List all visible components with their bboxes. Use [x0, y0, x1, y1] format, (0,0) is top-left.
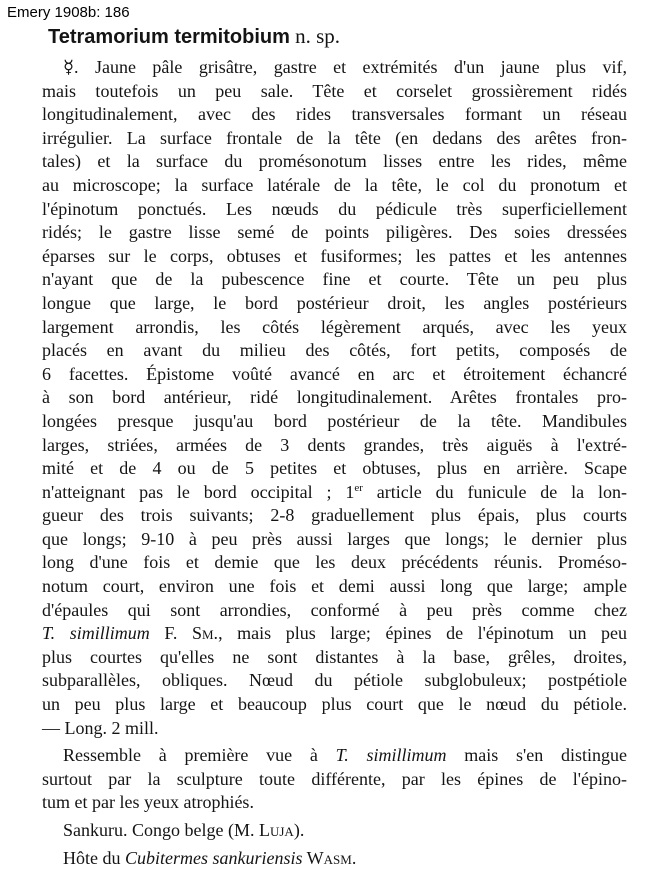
species-status: n. sp. — [289, 24, 341, 48]
text-segment: Sankuru. Congo belge (M. — [63, 820, 259, 840]
text-line: ridés; le gastre lisse semé de points piligères. Des soies dressées — [42, 222, 627, 243]
text-line: gueur des trois suivants; 2-8 graduellement plus épais, plus courts — [42, 505, 627, 526]
text-line: mais toutefois un peu sale. Tête et corselet grossièrement ridés — [42, 80, 627, 101]
text-line: un peu plus large et beaucoup plus court que le nœud du pétiole. — [42, 694, 627, 715]
comparison-line — [42, 744, 627, 768]
locality-line — [42, 819, 627, 843]
text-line: à son bord antérieur, ridé longitudinalement. Arêtes frontales pro- — [42, 387, 627, 408]
comparison-line: tum et par les yeux atrophiés. — [42, 792, 254, 813]
text-line: long d'une fois et demie que les deux précédents réunis. Proméso- — [42, 552, 627, 573]
text-line: éparses sur le corps, obtuses et fusiformes; les pattes et les antennes — [42, 245, 627, 266]
text-line: 6 facettes. Épistome voûté avancé en arc et étroitement échancré — [42, 363, 627, 384]
text-line: larges, striées, armées de 3 dents grandes, très aiguës à l'extré- — [42, 434, 627, 455]
species-name: Tetramorium termitobium — [48, 26, 290, 48]
text-line: mité et de 4 ou de 5 petites et obtuses, plus en arrière. Scape — [42, 458, 627, 479]
text-line: irrégulier. La surface frontale de la tête (en dedans des arêtes fron- — [42, 127, 627, 148]
taxon-author: F. Sm. — [149, 623, 219, 644]
text-segment: ). — [293, 820, 305, 840]
text-line: plus courtes qu'elles ne sont distantes à la base, grêles, droites, — [42, 646, 627, 667]
text-line: longées presque jusqu'au bord postérieur de la tête. Mandibules — [42, 410, 627, 431]
comparison-line: surtout par la sculpture toute différente, par les épines de l'épino- — [42, 768, 627, 789]
text-line: subparallèles, obliques. Nœud du pétiole subglobuleux; postpétiole — [42, 670, 627, 691]
text-line: ☿. Jaune pâle grisâtre, gastre et extrémités d'un jaune plus vif, — [63, 57, 627, 77]
text-line: l'épinotum ponctués. Les nœuds du pédicule très superficiellement — [42, 198, 627, 219]
text-line: largement arrondis, les côtés légèrement arqués, avec les yeux — [42, 316, 627, 337]
text-line: notum court, environ une fois et demi aussi long que large; ample — [42, 576, 627, 597]
text-line: d'épaules qui sont arrondies, conformé à peu près comme chez — [42, 599, 627, 620]
text-segment: , mais plus large; épines de l'épinotum un peu — [218, 623, 628, 644]
text-line — [42, 481, 627, 505]
host-line — [42, 847, 627, 871]
species-title — [48, 24, 340, 49]
text-line: tales) et la surface du promésonotum lisses entre les rides, même — [42, 151, 627, 172]
text-line — [42, 622, 627, 646]
source-label: Emery 1908b: 186 — [7, 4, 130, 21]
text-segment: . — [351, 847, 357, 868]
description-body — [42, 56, 627, 870]
ordinal-suffix: er — [354, 481, 363, 494]
host-taxon: Cubitermes sankuriensis — [125, 847, 303, 868]
host-author: Wasm — [302, 847, 352, 868]
text-line: longitudinalement, avec des rides transversales formant un réseau — [42, 104, 627, 125]
text-segment: article du funicule de la lon- — [362, 481, 627, 502]
text-line: que longs; 9-10 à peu près aussi larges que longs; le dernier plus — [42, 528, 627, 549]
text-segment: Ressemble à première vue à — [63, 745, 336, 766]
taxon-name: T. simillimum — [335, 745, 447, 766]
text-line: longue que large, le bord postérieur droit, les angles postérieurs — [42, 292, 627, 313]
text-segment: n'atteignant pas le bord occipital ; 1 — [42, 481, 355, 502]
taxon-name: T. simillimum — [42, 623, 150, 644]
text-line: placés en avant du milieu des côtés, fort petits, composés de — [42, 340, 627, 361]
collector-name: Luja — [258, 820, 294, 840]
text-line: n'ayant que de la pubescence fine et courte. Tête un peu plus — [42, 269, 627, 290]
text-line: — Long. 2 mill. — [42, 717, 159, 738]
text-line: au microscope; la surface latérale de la tête, le col du pronotum et — [42, 174, 627, 195]
text-segment: mais s'en distingue — [446, 745, 627, 766]
text-segment: Hôte du — [63, 847, 125, 868]
